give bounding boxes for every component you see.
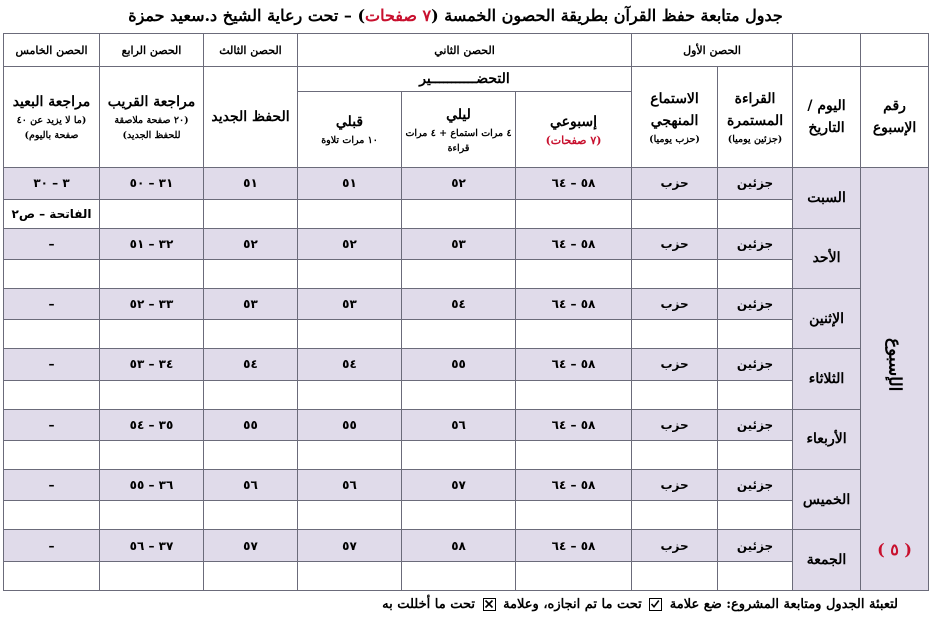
near-review-cell[interactable]: ٣١ – ٥٠ [100, 168, 204, 199]
nightly-cell[interactable]: ٥٥ [402, 349, 516, 380]
tribal-check-cell[interactable] [298, 320, 402, 349]
title-text: جدول متابعة حفظ القرآن بطريقة الحصون الخمسة ( [431, 6, 783, 25]
listening-cell[interactable]: حزب [632, 349, 718, 380]
weekly-cell[interactable]: ٥٨ – ٦٤ [516, 228, 632, 259]
week-number-cell[interactable] [861, 168, 929, 591]
new-memo-check-cell[interactable] [204, 440, 298, 469]
near-review-check-cell[interactable] [100, 320, 204, 349]
far-review-check-cell[interactable] [4, 380, 100, 409]
blank-corner-week [861, 34, 929, 67]
day-row [4, 168, 929, 199]
cross-box-icon [483, 598, 496, 611]
new-memo-cell[interactable]: ٥٢ [204, 228, 298, 259]
weekly-cell[interactable]: ٥٨ – ٦٤ [516, 470, 632, 501]
tribal-check-cell[interactable] [298, 199, 402, 228]
new-memo-cell[interactable]: ٥٣ [204, 289, 298, 320]
new-memo-cell[interactable]: ٥٤ [204, 349, 298, 380]
title-highlight: ٧ صفحات [365, 6, 432, 25]
new-memo-check-cell[interactable] [204, 501, 298, 530]
listening-check-cell[interactable] [632, 501, 718, 530]
new-memo-check-cell[interactable] [204, 199, 298, 228]
weekly-check-cell[interactable] [516, 440, 632, 469]
check-row [4, 440, 929, 469]
check-row [4, 501, 929, 530]
far-review-cell[interactable]: ٣ – ٣٠ [4, 168, 100, 199]
weekly-cell[interactable]: ٥٨ – ٦٤ [516, 289, 632, 320]
tribal-cell[interactable]: ٥٣ [298, 289, 402, 320]
day-row [4, 349, 929, 380]
far-review-header: مراجعة البعيد (ما لا يزيد عن ٤٠ صفحة باليوم) [4, 67, 100, 168]
weekly-note: (٧ صفحات) [545, 134, 602, 148]
listening-check-cell[interactable] [632, 199, 718, 228]
reading-note: (جزئين يوميا) [727, 133, 783, 145]
far-review-note: (ما لا يزيد عن ٤٠ صفحة باليوم) [16, 115, 87, 142]
new-memo-cell[interactable]: ٥٦ [204, 470, 298, 501]
near-review-check-cell[interactable] [100, 501, 204, 530]
reading-check-cell[interactable] [718, 380, 793, 409]
listening-cell[interactable]: حزب [632, 470, 718, 501]
reading-cell[interactable]: جزئين [718, 168, 793, 199]
tribal-check-cell[interactable] [298, 440, 402, 469]
weekly-cell[interactable]: ٥٨ – ٦٤ [516, 409, 632, 440]
page-title [0, 0, 911, 32]
far-review-cell[interactable]: – [4, 349, 100, 380]
near-review-cell[interactable]: ٣٢ – ٥١ [100, 228, 204, 259]
week-number-header: رقم الإسبوع [861, 67, 929, 168]
day-name-cell: الأربعاء [793, 409, 861, 469]
day-row [4, 228, 929, 259]
listening-check-cell[interactable] [632, 380, 718, 409]
near-review-header: مراجعة القريب (٢٠ صفحة ملاصقة للحفظ الجديد) [100, 67, 204, 168]
day-row [4, 470, 929, 501]
near-review-cell[interactable]: ٣٥ – ٥٤ [100, 409, 204, 440]
listening-check-cell[interactable] [632, 320, 718, 349]
day-date-header: اليوم / التاريخ [793, 67, 861, 168]
title-text-end: ) – تحت رعاية الشيخ د.سعيد حمزة [128, 6, 366, 25]
blank-corner-day [793, 34, 861, 67]
new-memo-check-cell[interactable] [204, 380, 298, 409]
nightly-cell[interactable]: ٥٣ [402, 228, 516, 259]
reading-cell[interactable]: جزئين [718, 228, 793, 259]
near-review-check-cell[interactable] [100, 440, 204, 469]
nightly-check-cell[interactable] [402, 440, 516, 469]
tribal-check-cell[interactable] [298, 561, 402, 590]
new-memo-check-cell[interactable] [204, 259, 298, 288]
reading-check-cell[interactable] [718, 259, 793, 288]
week-label: الإسبوع [884, 337, 905, 392]
check-row [4, 199, 929, 228]
reading-cell[interactable]: جزئين [718, 349, 793, 380]
new-memo-cell[interactable]: ٥١ [204, 168, 298, 199]
near-review-cell[interactable]: ٣٤ – ٥٣ [100, 349, 204, 380]
day-row [4, 409, 929, 440]
weekly-header: إسبوعي (٧ صفحات) [516, 92, 632, 168]
listening-check-cell[interactable] [632, 561, 718, 590]
listening-header: الاستماع المنهجي (حزب يوميا) [632, 67, 718, 168]
listening-cell[interactable]: حزب [632, 530, 718, 561]
tribal-cell[interactable]: ٥١ [298, 168, 402, 199]
fortress3-header: الحصن الثالث [204, 34, 298, 67]
near-review-check-cell[interactable] [100, 380, 204, 409]
listening-note: (حزب يوميا) [649, 133, 700, 145]
far-review-check-cell[interactable] [4, 259, 100, 288]
nightly-cell[interactable]: ٥٢ [402, 168, 516, 199]
week-number: ( ٥ ) [877, 539, 912, 559]
tahdir-header: التحضـــــــــــير [298, 67, 632, 92]
far-review-check-cell[interactable] [4, 440, 100, 469]
tribal-cell[interactable]: ٥٧ [298, 530, 402, 561]
reading-cell[interactable]: جزئين [718, 530, 793, 561]
nightly-cell[interactable]: ٥٨ [402, 530, 516, 561]
weekly-check-cell[interactable] [516, 501, 632, 530]
weekly-cell[interactable]: ٥٨ – ٦٤ [516, 168, 632, 199]
reading-check-cell[interactable] [718, 199, 793, 228]
weekly-check-cell[interactable] [516, 380, 632, 409]
day-row [4, 530, 929, 561]
footer-text-3: تحت ما أخللت به [382, 597, 475, 612]
weekly-cell[interactable]: ٥٨ – ٦٤ [516, 530, 632, 561]
weekly-check-cell[interactable] [516, 199, 632, 228]
check-row [4, 561, 929, 590]
check-row [4, 380, 929, 409]
weekly-check-cell[interactable] [516, 259, 632, 288]
nightly-check-cell[interactable] [402, 561, 516, 590]
nightly-check-cell[interactable] [402, 259, 516, 288]
tribal-header: قبلي ١٠ مرات تلاوة [298, 92, 402, 168]
listening-check-cell[interactable] [632, 440, 718, 469]
day-name-cell: الأحد [793, 228, 861, 288]
nightly-check-cell[interactable] [402, 380, 516, 409]
tribal-cell[interactable]: ٥٢ [298, 228, 402, 259]
far-review-cell[interactable]: – [4, 530, 100, 561]
weekly-check-cell[interactable] [516, 561, 632, 590]
new-memo-cell[interactable]: ٥٧ [204, 530, 298, 561]
far-review-check-cell[interactable] [4, 561, 100, 590]
listening-cell[interactable]: حزب [632, 409, 718, 440]
reading-check-cell[interactable] [718, 561, 793, 590]
weekly-check-cell[interactable] [516, 320, 632, 349]
footer-instructions [0, 592, 906, 618]
tribal-note: ١٠ مرات تلاوة [321, 135, 378, 147]
day-name-cell: الثلاثاء [793, 349, 861, 409]
day-name-cell: الخميس [793, 470, 861, 530]
near-review-check-cell[interactable] [100, 259, 204, 288]
tribal-cell[interactable]: ٥٦ [298, 470, 402, 501]
tribal-check-cell[interactable] [298, 501, 402, 530]
nightly-cell[interactable]: ٥٧ [402, 470, 516, 501]
reading-cell[interactable]: جزئين [718, 289, 793, 320]
new-memo-header: الحفظ الجديد [204, 67, 298, 168]
near-review-check-cell[interactable] [100, 561, 204, 590]
reading-check-cell[interactable] [718, 320, 793, 349]
nightly-cell[interactable]: ٥٦ [402, 409, 516, 440]
listening-cell[interactable]: حزب [632, 168, 718, 199]
reading-check-cell[interactable] [718, 440, 793, 469]
tracking-table [3, 33, 929, 591]
far-review-check-cell[interactable] [4, 501, 100, 530]
check-row [4, 320, 929, 349]
weekly-cell[interactable]: ٥٨ – ٦٤ [516, 349, 632, 380]
fortress5-header: الحصن الخامس [4, 34, 100, 67]
near-review-cell[interactable]: ٣٧ – ٥٦ [100, 530, 204, 561]
nightly-check-cell[interactable] [402, 199, 516, 228]
far-review-check-cell[interactable]: الفاتحة – ص٢ [4, 199, 100, 228]
near-review-cell[interactable]: ٣٦ – ٥٥ [100, 470, 204, 501]
tribal-cell[interactable]: ٥٤ [298, 349, 402, 380]
nightly-note: ٤ مرات استماع + ٤ مرات قراءة [405, 127, 512, 154]
tribal-check-cell[interactable] [298, 259, 402, 288]
fortress1-header: الحصن الأول [632, 34, 793, 67]
nightly-cell[interactable]: ٥٤ [402, 289, 516, 320]
day-name-cell: الإثنين [793, 289, 861, 349]
tribal-check-cell[interactable] [298, 380, 402, 409]
far-review-cell[interactable]: – [4, 409, 100, 440]
tribal-cell[interactable]: ٥٥ [298, 409, 402, 440]
nightly-check-cell[interactable] [402, 320, 516, 349]
day-name-cell: الجمعة [793, 530, 861, 591]
fortress2-header: الحصن الثاني [298, 34, 632, 67]
day-row [4, 289, 929, 320]
checkmark-box-icon [649, 598, 662, 611]
footer-text-1: لتعبئة الجدول ومتابعة المشروع: ضع علامة [669, 597, 898, 612]
nightly-check-cell[interactable] [402, 501, 516, 530]
reading-check-cell[interactable] [718, 501, 793, 530]
nightly-header: ليلي ٤ مرات استماع + ٤ مرات قراءة [402, 92, 516, 168]
new-memo-check-cell[interactable] [204, 561, 298, 590]
reading-header: القراءة المستمرة (جزئين يوميا) [718, 67, 793, 168]
check-row [4, 259, 929, 288]
far-review-cell[interactable]: – [4, 228, 100, 259]
far-review-cell[interactable]: – [4, 289, 100, 320]
day-name-cell: السبت [793, 168, 861, 228]
far-review-cell[interactable]: – [4, 470, 100, 501]
new-memo-cell[interactable]: ٥٥ [204, 409, 298, 440]
new-memo-check-cell[interactable] [204, 320, 298, 349]
fortress4-header: الحصن الرابع [100, 34, 204, 67]
near-review-note: (٢٠ صفحة ملاصقة للحفظ الجديد) [114, 115, 189, 142]
reading-cell[interactable]: جزئين [718, 409, 793, 440]
far-review-check-cell[interactable] [4, 320, 100, 349]
listening-check-cell[interactable] [632, 259, 718, 288]
footer-text-2: تحت ما تم انجازه، وعلامة [503, 597, 642, 612]
near-review-cell[interactable]: ٣٣ – ٥٢ [100, 289, 204, 320]
listening-cell[interactable]: حزب [632, 228, 718, 259]
listening-cell[interactable]: حزب [632, 289, 718, 320]
near-review-check-cell[interactable] [100, 199, 204, 228]
reading-cell[interactable]: جزئين [718, 470, 793, 501]
